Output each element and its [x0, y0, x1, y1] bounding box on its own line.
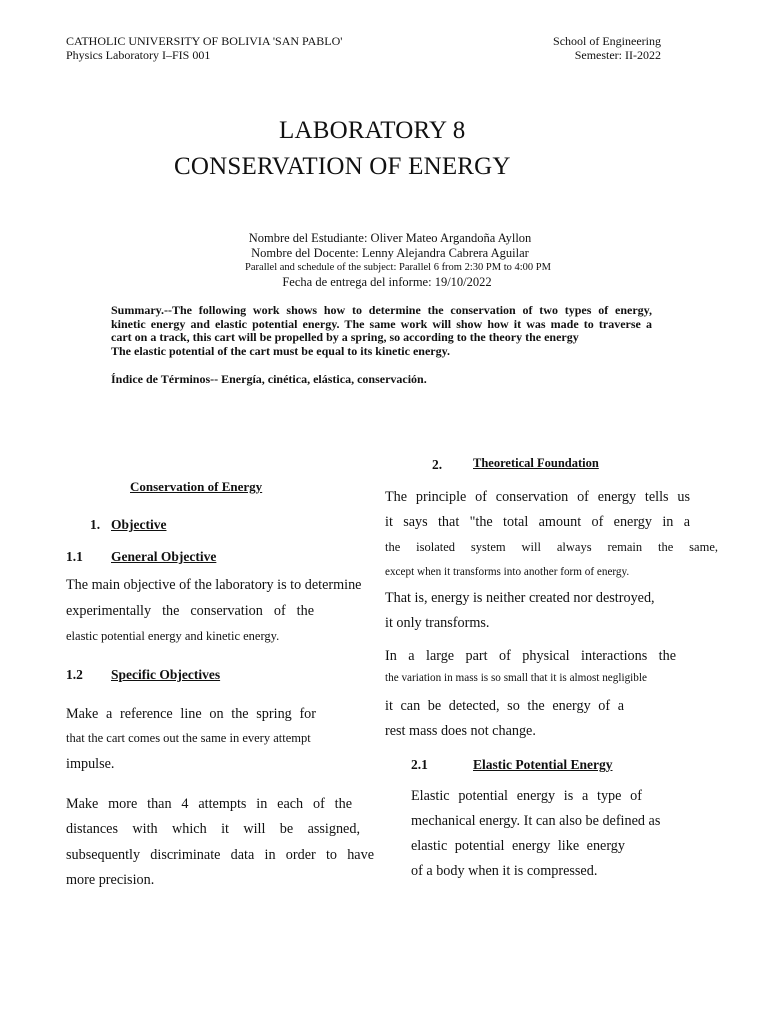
- specific-objective-line: more precision.: [66, 872, 155, 888]
- summary: [111, 304, 652, 358]
- objective-heading: Objective: [111, 517, 167, 532]
- general-objective-line: elastic potential energy and kinetic energy.: [66, 629, 280, 643]
- specific-objective-line: subsequently discriminate data in order to have: [66, 847, 374, 863]
- section-title-conservation: Conservation of Energy: [130, 479, 263, 494]
- theory-line: it can be detected, so the energy of a: [385, 698, 624, 714]
- specific-objective-line: Make more than 4 attempts in each of the: [66, 796, 352, 812]
- elastic-heading: Elastic Potential Energy: [473, 757, 613, 772]
- header-school: School of Engineering: [553, 34, 661, 48]
- theory-line: the variation in mass is so small that it is almost negligible: [385, 672, 647, 684]
- specific-objective-line: that the cart comes out the same in every attempt: [66, 731, 311, 745]
- specific-objectives-number: 1.2: [66, 667, 83, 682]
- specific-objective-line: Make a reference line on the spring for: [66, 706, 316, 722]
- elastic-line: Elastic potential energy is a type of: [411, 788, 642, 804]
- specific-objective-line: distances with which it will be assigned,: [66, 821, 360, 837]
- student-name: Nombre del Estudiante: Oliver Mateo Argandoña Ayllon: [248, 231, 532, 245]
- elastic-line: elastic potential energy like energy: [411, 838, 625, 854]
- theory-line: it says that "the total amount of energy in a: [385, 514, 690, 530]
- subject-schedule: Parallel and schedule of the subject: Parallel 6 from 2:30 PM to 4:00 PM: [245, 262, 551, 273]
- theory-number: 2.: [432, 457, 443, 472]
- general-objective-line: The main objective of the laboratory is to determine: [66, 577, 362, 593]
- header-semester: Semester: II-2022: [574, 48, 661, 62]
- theory-line: the isolated system will always remain the same,: [385, 540, 718, 554]
- elastic-line: of a body when it is compressed.: [411, 863, 598, 879]
- page-title-line1: LABORATORY 8: [279, 117, 466, 144]
- theory-line: except when it transforms into another form of energy.: [385, 566, 630, 578]
- summary-line: The elastic potential of the cart must be equal to its kinetic energy.: [111, 343, 450, 358]
- submission-date: Fecha de entrega del informe: 19/10/2022: [282, 275, 492, 289]
- general-objective-number: 1.1: [66, 549, 83, 564]
- specific-objective-line: impulse.: [66, 756, 115, 772]
- theory-line: The principle of conservation of energy tells us: [385, 489, 690, 505]
- general-objective-heading: General Objective: [111, 549, 217, 564]
- theory-line: In a large part of physical interactions the: [385, 648, 676, 664]
- header-university: CATHOLIC UNIVERSITY OF BOLIVIA 'SAN PABLO': [66, 34, 343, 48]
- teacher-name: Nombre del Docente: Lenny Alejandra Cabrera Aguilar: [251, 246, 529, 260]
- index-terms: Índice de Términos-- Energía, cinética, elástica, conservación.: [111, 372, 427, 386]
- theory-line: rest mass does not change.: [385, 723, 536, 739]
- theory-line: it only transforms.: [385, 615, 490, 631]
- objective-number: 1.: [90, 517, 101, 532]
- specific-objectives-heading: Specific Objectives: [111, 667, 221, 682]
- general-objective-line: experimentally the conservation of the: [66, 603, 314, 619]
- summary-line: kinetic energy and elastic potential energy. The same work will show how it was made to traverse a: [111, 316, 652, 331]
- elastic-line: mechanical energy. It can also be defined as: [411, 813, 661, 829]
- theory-heading: Theoretical Foundation: [473, 456, 599, 470]
- page-title-line2: CONSERVATION OF ENERGY: [174, 153, 511, 180]
- theory-line: That is, energy is neither created nor destroyed,: [385, 590, 655, 606]
- summary-line: Summary.--The following work shows how to determine the conservation of two types of energy,: [111, 303, 652, 317]
- elastic-number: 2.1: [411, 757, 428, 772]
- header-course: Physics Laboratory I–FIS 001: [66, 48, 211, 62]
- summary-line: cart on a track, this cart will be propelled by a spring, so according to the theory the energy: [111, 330, 579, 344]
